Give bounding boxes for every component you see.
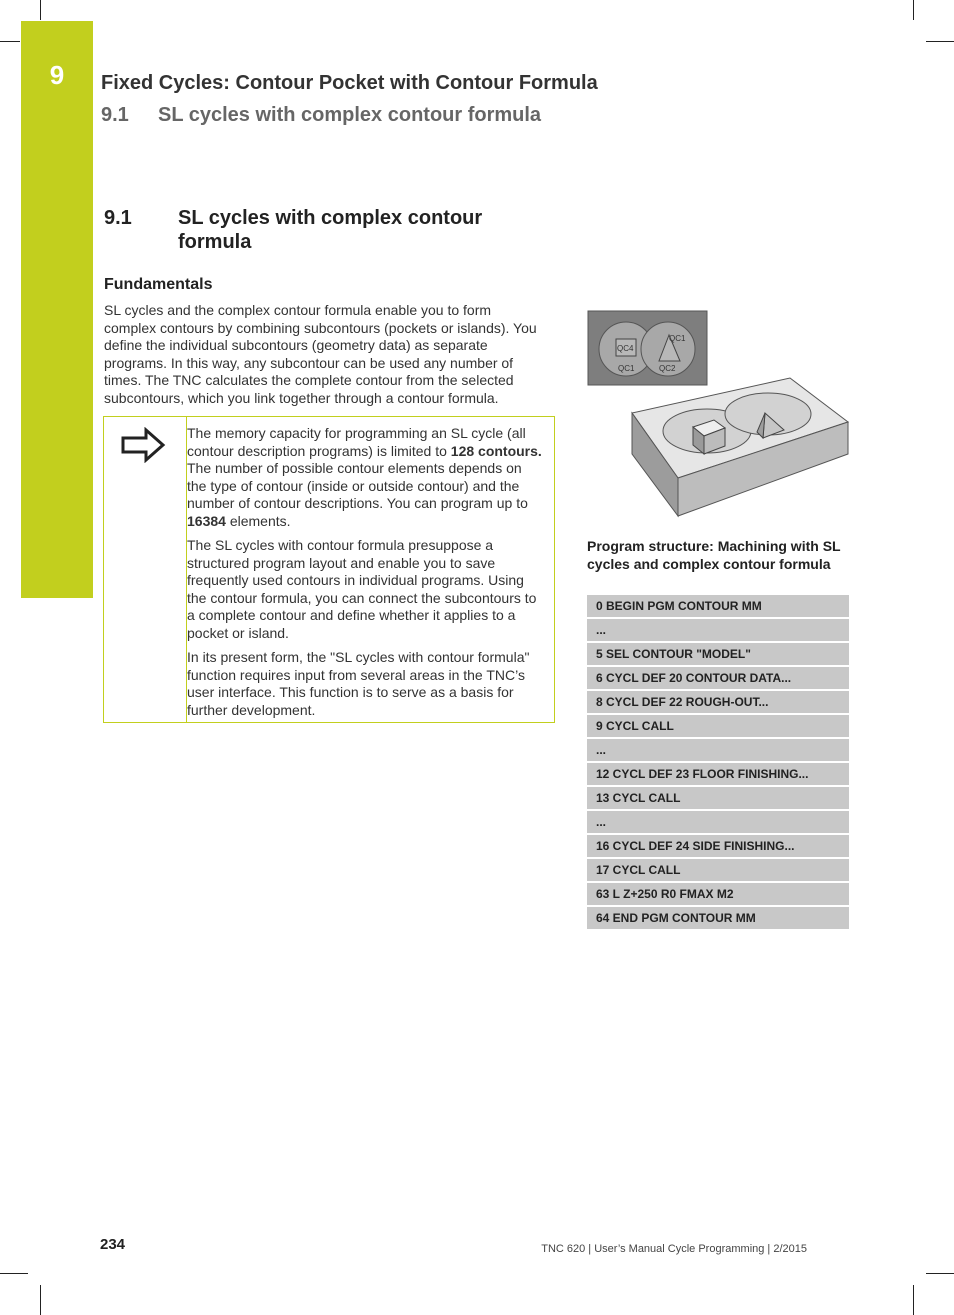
program-line: 8 CYCL DEF 22 ROUGH-OUT... [587, 691, 849, 713]
program-line: 63 L Z+250 R0 FMAX M2 [587, 883, 849, 905]
page-number: 234 [100, 1236, 126, 1253]
section-title: SL cycles with complex contour formula [178, 207, 483, 253]
program-line: 17 CYCL CALL [587, 859, 849, 881]
program-line: 5 SEL CONTOUR "MODEL" [587, 643, 849, 665]
program-line: ... [587, 811, 849, 833]
program-line: 6 CYCL DEF 20 CONTOUR DATA... [587, 667, 849, 689]
section-number: 9.1 [104, 207, 132, 229]
crop-mark [40, 0, 41, 20]
label-qc1-right: QC1 [669, 334, 686, 343]
program-structure-caption: Program structure: Machining with SL cycles and complex contour formula [587, 538, 841, 572]
crop-mark [926, 1273, 954, 1274]
chapter-number: 9 [49, 60, 65, 90]
program-line: 12 CYCL DEF 23 FLOOR FINISHING... [587, 763, 849, 785]
note-box [103, 416, 555, 723]
fundamentals-heading: Fundamentals [104, 276, 213, 293]
note-paragraph-structure: The SL cycles with contour formula presuppose a structured program layout and enable you to save frequently used contours in individual programs. Using the contour formula, you can connect the subcontours to a complete contour and define whether it applies to a pocket or island. [187, 537, 537, 641]
chapter-title: Fixed Cycles: Contour Pocket with Contour Formula [101, 72, 598, 94]
crop-mark [40, 1285, 41, 1315]
section-heading [104, 206, 544, 254]
footer-text: TNC 620 | User’s Manual Cycle Programming | 2/2015 [541, 1243, 807, 1255]
note-text [187, 425, 543, 726]
program-line: 64 END PGM CONTOUR MM [587, 907, 849, 929]
chapter-tab [21, 21, 93, 598]
crop-mark [926, 41, 954, 42]
note-bold-run: 16384 [187, 512, 226, 529]
note-text-run: The memory capacity for programming an SL cycle (all contour description programs) is limited to [187, 425, 526, 459]
program-line: 9 CYCL CALL [587, 715, 849, 737]
program-line: 16 CYCL DEF 24 SIDE FINISHING... [587, 835, 849, 857]
program-line: 0 BEGIN PGM CONTOUR MM [587, 595, 849, 617]
program-line: ... [587, 739, 849, 761]
running-section-title: SL cycles with complex contour formula [158, 104, 542, 126]
arrow-right-icon [120, 427, 166, 463]
crop-mark [913, 0, 914, 20]
running-section-header [101, 104, 541, 127]
running-section-number: 9.1 [101, 104, 129, 126]
note-text-run: elements. [225, 512, 291, 529]
contour-figure [587, 310, 849, 520]
label-qc1-left: QC1 [618, 364, 635, 373]
label-qc4: QC4 [617, 344, 634, 353]
crop-mark [913, 1285, 914, 1315]
program-line: 13 CYCL CALL [587, 787, 849, 809]
program-structure-table [587, 595, 849, 931]
note-text-run: The number of possible contour elements depends on the type of contour (inside or outside contour) and the number of contour descriptions. You can program up to [187, 460, 528, 511]
note-paragraph-memory [187, 425, 543, 530]
crop-mark [0, 41, 20, 42]
crop-mark [0, 1273, 28, 1274]
note-bold-run: 128 contours. [450, 442, 542, 459]
program-line: ... [587, 619, 849, 641]
fundamentals-paragraph: SL cycles and the complex contour formula enable you to form complex contours by combining subcontours (pockets or islands). You define the individual subcontours (geometry data) as separate programs. In this way, any subcontour can be used any number of times. The TNC calculates the complete contour from the selected subcontours, which you link together through a contour formula. [104, 302, 537, 406]
label-qc2: QC2 [659, 364, 676, 373]
note-paragraph-interface: In its present form, the "SL cycles with contour formula" function requires input from several areas in the TNC’s user interface. This function is to serve as a basis for further development. [187, 649, 530, 718]
